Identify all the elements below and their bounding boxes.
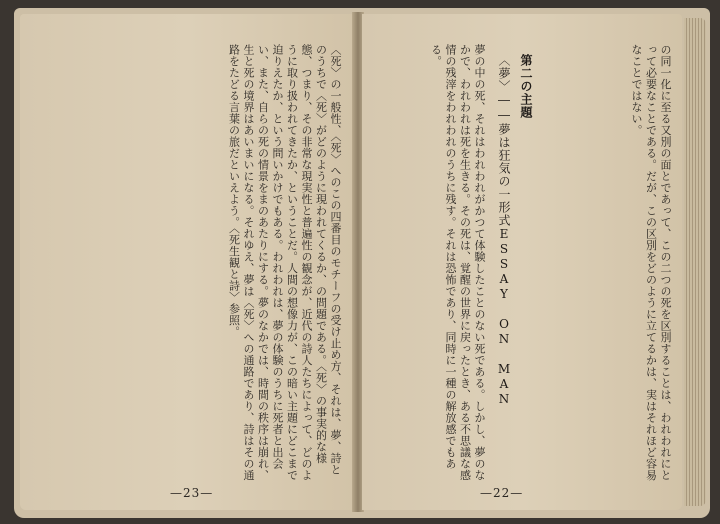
right-page-body-text: 夢の中の死、それはわれわれがかつて体験したことのない死である。しかし、夢のなかで、われわれは死を生きる。その死は、覚醒の世界に戻ったとき、ある不思議な感情の残滓をわれわれのうちに残す。それは恐怖であり、同時に一種の解放感でもある。 [429,44,486,481]
section-heading: 第二の主題 [519,54,533,119]
open-book [14,8,710,518]
section-subheading: 〈夢〉――夢は狂気の一形式ESSAY ON MAN [497,54,511,407]
left-page [20,14,354,510]
right-page [362,14,682,510]
left-page-body-text: 〈死〉の一般性、〈死〉へのこの四番目のモチーフの受け止め方、それは、夢、詩とのうちで〈死〉がどのように現われてくるか、の問題である。〈死〉の事実的な様態、つまり、その非常な現実性と普遍性の観念が、近代の詩人たちによって、どのように取り扱われてきたか、ということだ。人間の想像力が、この暗い主題にどこまで迫りえたか、という問いかけでもある。われわれは、夢の体験のうちに死者と出会い、また、自らの死の情景をまのあたりにする。夢のなかでは、時間の秩序は崩れ、生と死の境界はあいまいになる。それゆえ、夢は〈死〉への通路であり、詩はその通路をたどる言葉の旅だといえよう。〈死生観と詩〉参照。 [227,44,342,481]
right-page-number: —22— [480,486,524,500]
left-page-number: —23— [170,486,214,500]
page-edges [684,18,706,506]
right-page-opening-text: の同一化に至る又別の面とであって、この二つの死を区別することは、われわれにとって必要なことである。だが、この区別をどのように立てるかは、実はそれほど容易なことではない。 [630,44,672,481]
